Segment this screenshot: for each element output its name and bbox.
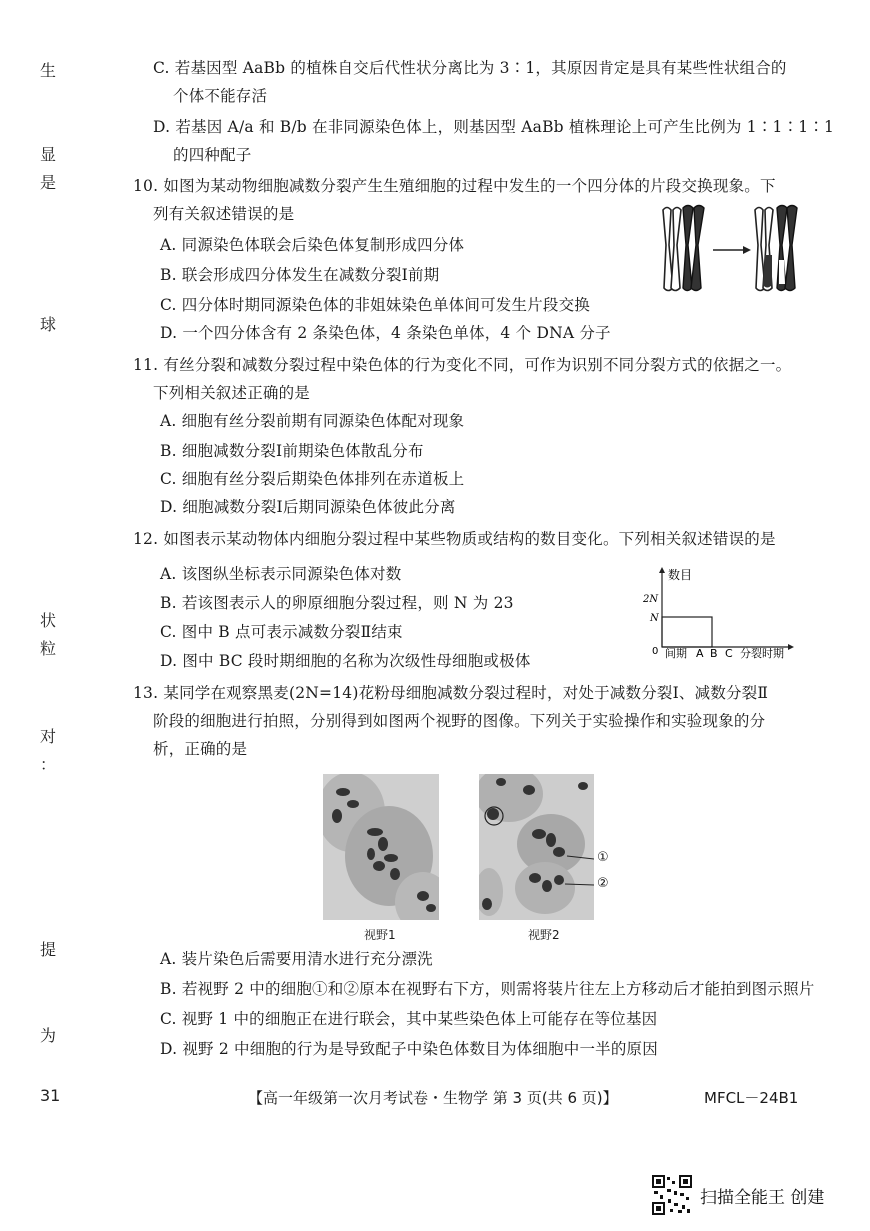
- q10-stem-cont: 列有关叙述错误的是: [153, 205, 295, 223]
- q10-option-c: C. 四分体时期同源染色体的非姐妹染色单体间可发生片段交换: [160, 296, 590, 314]
- q11-option-b: B. 细胞减数分裂Ⅰ前期染色体散乱分布: [160, 442, 424, 460]
- graph-y-n: N: [650, 613, 659, 624]
- q10-option-d: D. 一个四分体含有 2 条染色体，4 条染色单体，4 个 DNA 分子: [160, 324, 611, 342]
- q13-stem-cont2: 析，正确的是: [153, 740, 248, 758]
- q12-option-b: B. 若该图表示人的卵原细胞分裂过程，则 N 为 23: [160, 594, 514, 612]
- graph-x-c: C: [725, 647, 733, 660]
- margin-fragment: 对: [40, 727, 57, 746]
- margin-fragment: 粒: [40, 639, 57, 658]
- marker-2: ②: [597, 876, 609, 891]
- margin-fragment: 状: [40, 611, 57, 630]
- margin-fragment: 为: [40, 1026, 57, 1045]
- tetrad-crossover-figure: [655, 200, 800, 296]
- q11-stem: 11. 有丝分裂和减数分裂过程中染色体的行为变化不同，可作为识别不同分裂方式的依据之一。: [133, 356, 792, 374]
- graph-x-title: 分裂时期: [740, 647, 784, 660]
- graph-x-a: A: [696, 647, 704, 660]
- page-footer: 【高一年级第一次月考试卷・生物学 第 3 页(共 6 页)】: [248, 1089, 618, 1107]
- q12-stem: 12. 如图表示某动物体内细胞分裂过程中某些物质或结构的数目变化。下列相关叙述错误的是: [133, 530, 776, 548]
- q10-option-a: A. 同源染色体联会后染色体复制形成四分体: [160, 236, 465, 254]
- q12-count-graph: [640, 565, 800, 660]
- graph-origin: 0: [652, 646, 659, 657]
- margin-fragment: ：: [40, 755, 57, 774]
- graph-x-interphase: 间期: [665, 647, 687, 660]
- micrograph-field-2: [479, 774, 594, 920]
- q12-option-c: C. 图中 B 点可表示减数分裂Ⅱ结束: [160, 623, 403, 641]
- q9-option-c-cont: 个体不能存活: [173, 87, 268, 105]
- paper-code: MFCL－24B1: [704, 1089, 799, 1107]
- q9-option-c: C. 若基因型 AaBb 的植株自交后代性状分离比为 3∶1，其原因肯定是具有某些性状组合的: [153, 59, 787, 77]
- micrograph-1-caption: 视野1: [364, 928, 396, 942]
- q13-stem: 13. 某同学在观察黑麦(2N=14)花粉母细胞减数分裂过程时，对处于减数分裂Ⅰ、减数分裂Ⅱ: [133, 684, 769, 702]
- q13-option-c: C. 视野 1 中的细胞正在进行联会，其中某些染色体上可能存在等位基因: [160, 1010, 658, 1028]
- q9-option-d-cont: 的四种配子: [173, 146, 252, 164]
- qr-code-icon: [652, 1175, 692, 1215]
- marker-1: ①: [597, 850, 609, 865]
- margin-fragment: 球: [40, 315, 57, 334]
- scanner-watermark: 扫描全能王 创建: [700, 1188, 825, 1208]
- margin-fragment: 是: [40, 173, 57, 192]
- margin-fragment: 31: [40, 1086, 61, 1105]
- q10-stem: 10. 如图为某动物细胞减数分裂产生生殖细胞的过程中发生的一个四分体的片段交换现象。下: [133, 177, 776, 195]
- graph-ylabel: 数目: [668, 568, 693, 582]
- q13-stem-cont: 阶段的细胞进行拍照，分别得到如图两个视野的图像。下列关于实验操作和实验现象的分: [153, 712, 766, 730]
- q13-option-d: D. 视野 2 中细胞的行为是导致配子中染色体数目为体细胞中一半的原因: [160, 1040, 658, 1058]
- q11-option-a: A. 细胞有丝分裂前期有同源染色体配对现象: [160, 412, 465, 430]
- margin-fragment: 生: [40, 61, 57, 80]
- micrograph-2-caption: 视野2: [528, 928, 560, 942]
- margin-fragment: 显: [40, 145, 57, 164]
- micrograph-field-1: [323, 774, 439, 920]
- q12-option-d: D. 图中 BC 段时期细胞的名称为次级性母细胞或极体: [160, 652, 531, 670]
- q10-option-b: B. 联会形成四分体发生在减数分裂Ⅰ前期: [160, 266, 440, 284]
- q11-stem-cont: 下列相关叙述正确的是: [153, 384, 311, 402]
- q12-option-a: A. 该图纵坐标表示同源染色体对数: [160, 565, 402, 583]
- q13-option-b: B. 若视野 2 中的细胞①和②原本在视野右下方，则需将装片往左上方移动后才能拍到图示照片: [160, 980, 815, 998]
- graph-y-2n: 2N: [643, 594, 659, 605]
- graph-x-b: B: [710, 647, 718, 660]
- q11-option-c: C. 细胞有丝分裂后期染色体排列在赤道板上: [160, 470, 465, 488]
- q9-option-d: D. 若基因 A/a 和 B/b 在非同源染色体上，则基因型 AaBb 植株理论上可产生比例为 1∶1∶1∶1: [153, 118, 835, 136]
- q13-option-a: A. 装片染色后需要用清水进行充分漂洗: [160, 950, 433, 968]
- q11-option-d: D. 细胞减数分裂Ⅰ后期同源染色体彼此分离: [160, 498, 456, 516]
- margin-fragment: 提: [40, 940, 57, 959]
